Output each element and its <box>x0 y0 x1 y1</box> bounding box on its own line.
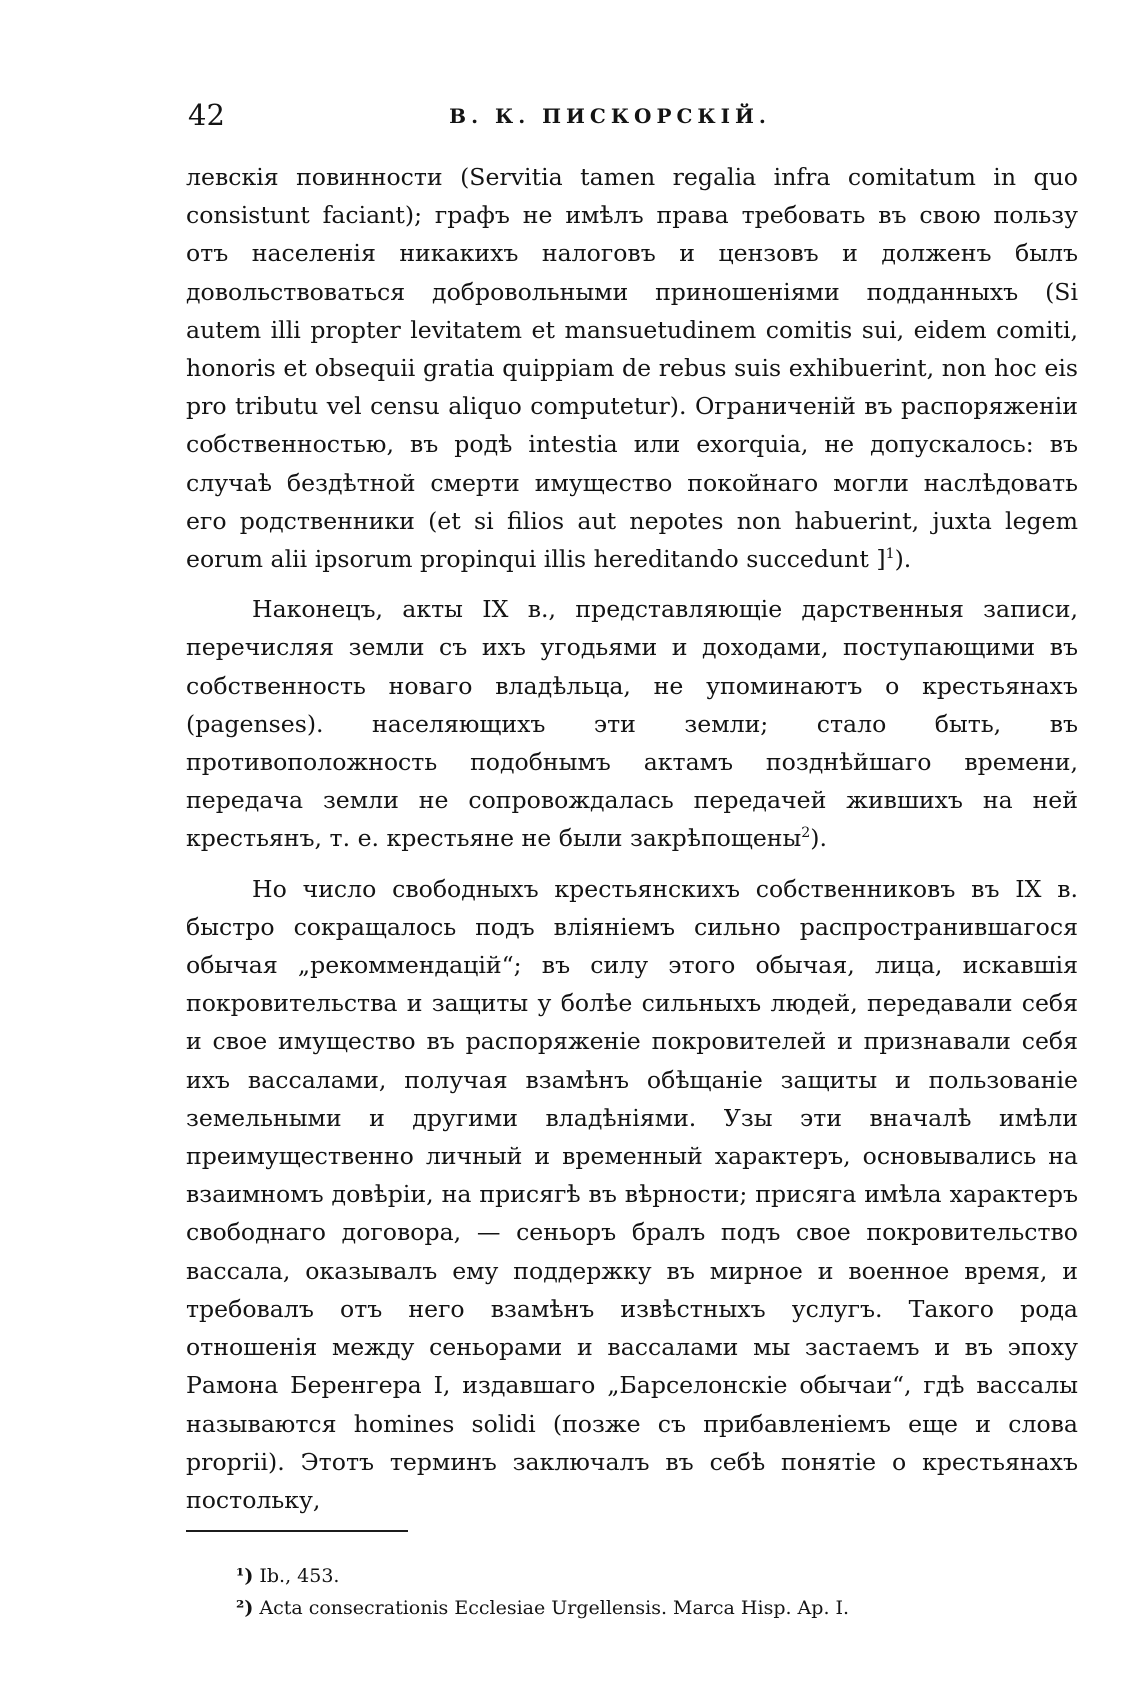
paragraph-2 <box>186 590 1078 857</box>
paragraph-1-text: левскія повинности (Servitia tamen regalia infra comitatum in quo consistunt faciant); графъ не имѣлъ права требовать въ свою пользу отъ населенія никакихъ налоговъ и цензовъ и долженъ былъ довольствоваться добровольными приношеніями подданныхъ (Si autem illi propter levitatem et mansuetudinem comitis sui, eidem comiti, honoris et obsequii gratia quippiam de rebus suis exhibuerint, non hoc eis pro tributu vel censu aliquo computetur). Ограниченій въ распоряженіи собственностью, въ родѣ intestia или exorquia, не допускалось: въ случаѣ бездѣтной смерти имущество покойнаго могли наслѣдовать его родственники (et si filios aut nepotes non habuerint, juxta legem eorum alii ipsorum propinqui illis hereditando succedunt ] <box>186 163 1078 574</box>
footnote-1-mark: ¹) <box>236 1565 254 1587</box>
footnote-1-text: Ib., 453. <box>259 1565 340 1587</box>
paragraph-3 <box>186 870 1078 1519</box>
footnote-2-mark: ²) <box>236 1597 254 1619</box>
footnote-ref-2[interactable]: 2 <box>801 825 811 842</box>
paragraph-2-tail: ). <box>810 824 828 853</box>
paragraph-2-text: Наконецъ, акты IX в., представляющіе дарственныя записи, перечисляя земли съ ихъ угодьями и доходами, поступающими въ собственность новаго владѣльца, не упоминаютъ о крестьянахъ (pagenses). населяющихъ эти земли; стало быть, въ противоположность подобнымъ актамъ позднѣйшаго времени, передача земли не сопровождалась передачей жившихъ на ней крестьянъ, т. е. крестьяне не были закрѣпощены <box>186 595 1078 853</box>
footnote-1 <box>236 1560 1076 1592</box>
paragraph-3-text: Но число свободныхъ крестьянскихъ собственниковъ въ IX в. быстро сокращалось подъ вліяніемъ сильно распространившагося обычая „рекоммендацій“; въ силу этого обычая, лица, искавшія покровительства и защиты у болѣе сильныхъ людей, передавали себя и свое имущество въ распоряженіе покровителей и признавали себя ихъ вассалами, получая взамѣнъ обѣщаніе защиты и пользованіе земельными и другими владѣніями. Узы эти вначалѣ имѣли преимущественно личный и временный характеръ, основывались на взаимномъ довѣріи, на присягѣ въ вѣрности; присяга имѣла характеръ свободнаго договора, — сеньоръ бралъ подъ свое покровительство вассала, оказывалъ ему поддержку въ мирное и военное время, и требовалъ отъ него взамѣнъ извѣстныхъ услугъ. Такого рода отношенія между сеньорами и вассалами мы застаемъ и въ эпоху Рамона Беренгера I, издавшаго „Барселонскіе обычаи“, гдѣ вассалы называются homines solidi (позже съ прибавленіемъ еще и слова proprii). Этотъ терминъ заключалъ въ себѣ понятіе о крестьянахъ постольку, <box>186 874 1078 1514</box>
footnotes <box>236 1560 1076 1624</box>
footnote-ref-1[interactable]: 1 <box>885 546 895 563</box>
running-head: В. К. ПИСКОРСКІЙ. <box>449 104 771 128</box>
body-text <box>186 158 1078 1519</box>
paragraph-1-tail: ). <box>894 545 912 574</box>
page-number: 42 <box>188 98 225 132</box>
paragraph-1 <box>186 158 1078 578</box>
footnote-2-text: Acta consecrationis Ecclesiae Urgellensis. Marca Hisp. Ap. I. <box>259 1597 850 1619</box>
footnote-separator <box>186 1530 408 1532</box>
footnote-2 <box>236 1592 1076 1624</box>
